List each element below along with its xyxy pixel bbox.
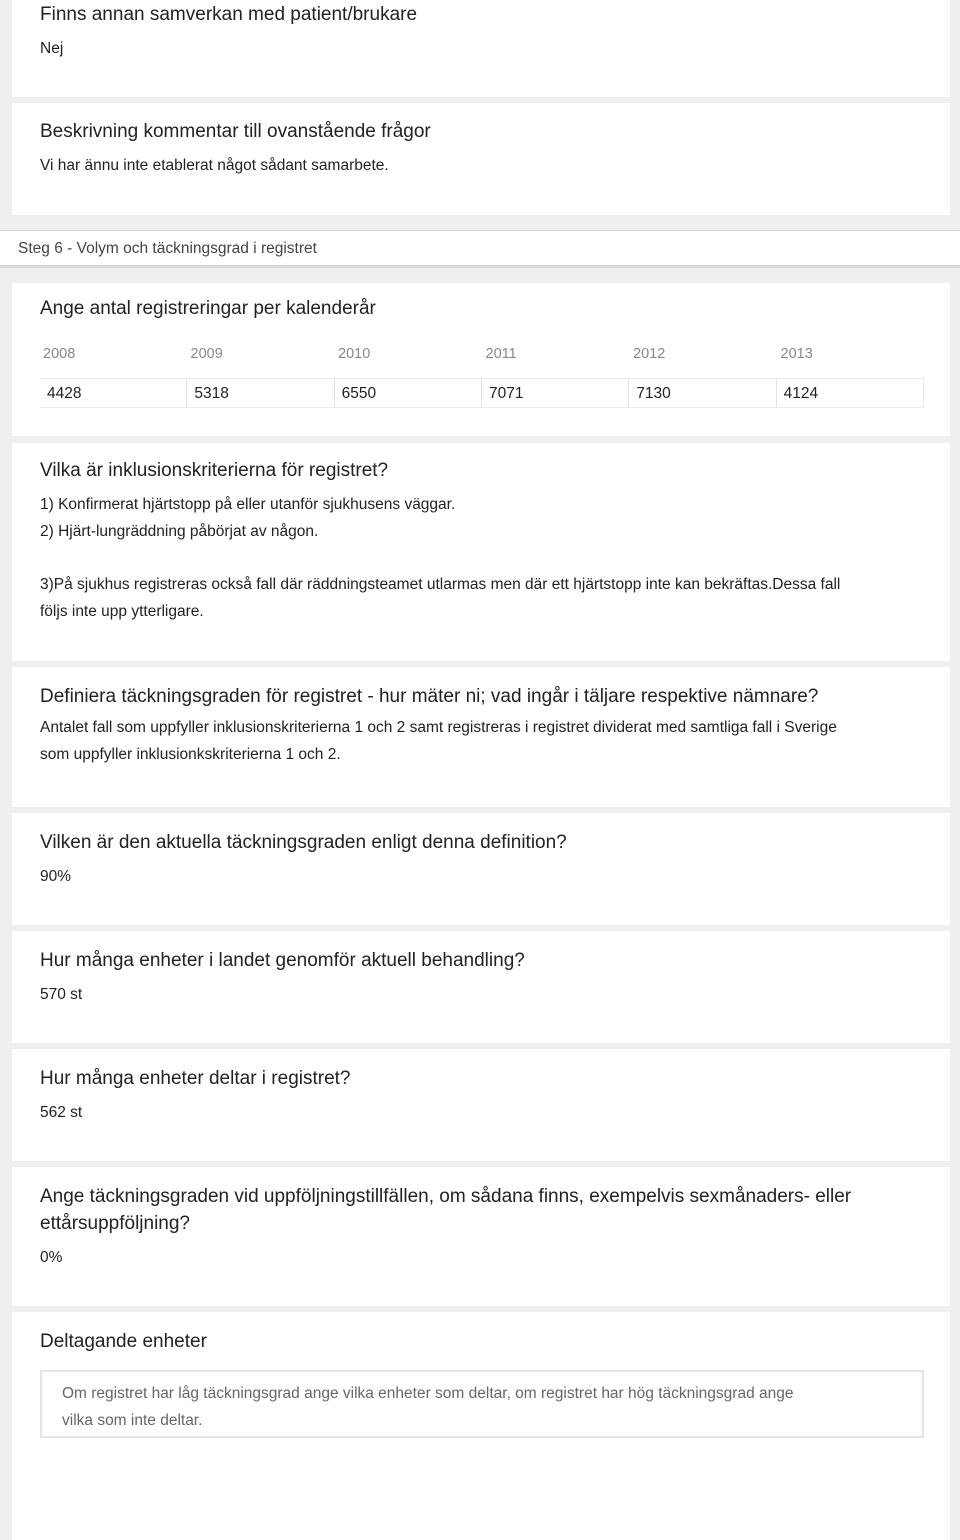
- question-aktuella: Vilken är den aktuella täckningsgraden enligt denna definition?: [40, 832, 567, 853]
- card-enheter-landet: [12, 931, 950, 1043]
- question-beskrivning: Beskrivning kommentar till ovanstående frågor: [40, 121, 431, 142]
- registrations-cell[interactable]: 5318: [186, 379, 333, 407]
- card-inklusion: [12, 443, 950, 661]
- definiera-line: Antalet fall som uppfyller inklusionskriterierna 1 och 2 samt registreras i registret dividerat med samtliga fall i Sverige: [40, 719, 837, 736]
- answer-aktuella: 90%: [40, 868, 72, 885]
- year-header: 2011: [485, 346, 517, 362]
- registrations-cell[interactable]: 4428: [47, 385, 82, 402]
- inklusion-line: 1) Konfirmerat hjärtstopp på eller utanför sjukhusens väggar.: [40, 496, 456, 513]
- inklusion-line: 3)På sjukhus registreras också fall där räddningsteamet utlarmas men där ett hjärtstopp inte kan bekräftas.Dessa fall: [40, 576, 841, 593]
- section-header-steg6: [0, 230, 960, 268]
- inklusion-line: 2) Hjärt-lungräddning påbörjat av någon.: [40, 523, 319, 540]
- card-definiera: [12, 667, 950, 807]
- definiera-line: som uppfyller inklusionkskriterierna 1 och 2.: [40, 746, 341, 763]
- question-deltagande: Deltagande enheter: [40, 1331, 207, 1352]
- textarea-placeholder-line: vilka som inte deltar.: [62, 1412, 203, 1429]
- answer-enheter-registret: 562 st: [40, 1104, 83, 1121]
- year-header: 2009: [190, 346, 223, 362]
- deltagande-textarea[interactable]: [40, 1370, 924, 1438]
- question-inklusion: Vilka är inklusionskriterierna för registret?: [40, 460, 389, 481]
- card-beskrivning: [12, 103, 950, 215]
- question-enheter-landet: Hur många enheter i landet genomför aktuell behandling?: [40, 950, 525, 971]
- year-header: 2013: [780, 346, 813, 362]
- card-uppfoljning: [12, 1167, 950, 1306]
- inklusion-line: följs inte upp ytterligare.: [40, 603, 204, 620]
- year-headers: [12, 346, 938, 362]
- section-title: Steg 6 - Volym och täckningsgrad i registret: [18, 240, 317, 257]
- question-definiera: Definiera täckningsgraden för registret - hur mäter ni; vad ingår i täljare respektive nämnare?: [40, 686, 819, 707]
- question-uppfoljning: ettårsuppföljning?: [40, 1213, 190, 1234]
- registrations-cell[interactable]: 4124: [776, 379, 923, 407]
- question-enheter-registret: Hur många enheter deltar i registret?: [40, 1068, 351, 1089]
- year-header: 2010: [338, 346, 371, 362]
- question-samverkan: Finns annan samverkan med patient/brukare: [40, 4, 418, 25]
- answer-enheter-landet: 570 st: [40, 986, 83, 1003]
- card-samverkan: [12, 0, 950, 97]
- answer-uppfoljning: 0%: [40, 1249, 63, 1266]
- card-aktuella: [12, 813, 950, 925]
- registrations-cell[interactable]: 7130: [628, 379, 775, 407]
- question-registreringar: Ange antal registreringar per kalenderår: [40, 298, 376, 319]
- year-header: 2008: [43, 346, 76, 362]
- card-enheter-registret: [12, 1049, 950, 1161]
- textarea-placeholder-line: Om registret har låg täckningsgrad ange vilka enheter som deltar, om registret har hög täckningsgrad ange: [62, 1385, 794, 1402]
- question-uppfoljning: Ange täckningsgraden vid uppföljningstillfällen, om sådana finns, exempelvis sexmånaders- eller: [40, 1186, 852, 1207]
- answer-samverkan: Nej: [40, 40, 64, 57]
- registrations-row: [40, 378, 924, 408]
- registrations-cell[interactable]: 6550: [334, 379, 481, 407]
- answer-beskrivning: Vi har ännu inte etablerat något sådant samarbete.: [40, 157, 389, 174]
- year-header: 2012: [633, 346, 666, 362]
- registrations-cell[interactable]: 7071: [481, 379, 628, 407]
